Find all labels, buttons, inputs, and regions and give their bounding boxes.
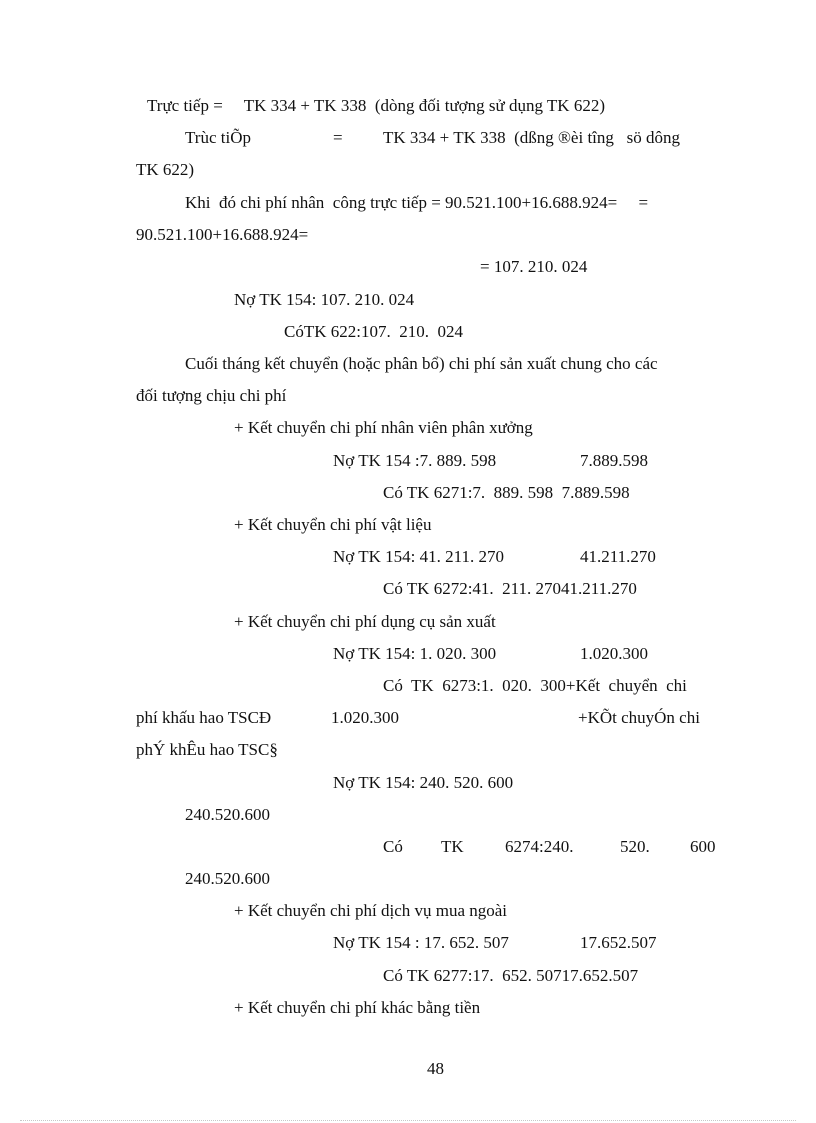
text-line: Có	[383, 837, 403, 856]
text-line: Nợ TK 154 :7. 889. 598	[333, 451, 497, 470]
text-line: Nợ TK 154 : 17. 652. 507	[333, 933, 509, 952]
page-border	[20, 1120, 796, 1121]
text-line: + Kết chuyển chi phí nhân viên phân xưởng	[234, 418, 533, 437]
text-line: Nợ TK 154: 1. 020. 300	[333, 644, 497, 663]
text-line: + Kết chuyển chi phí vật liệu	[234, 515, 432, 534]
text-line: Có TK 6273:1. 020. 300+Kết chuyển chi	[383, 676, 687, 695]
page-number: 48	[427, 1059, 444, 1078]
text-line: 90.521.100+16.688.924=	[136, 225, 309, 244]
text-line: Khi đó chi phí nhân công trực tiếp = 90.521.100+16.688.924= =	[185, 193, 649, 212]
text-line: CóTK 622:107. 210. 024	[284, 322, 463, 341]
text-line: Nợ TK 154: 107. 210. 024	[234, 290, 415, 309]
text-line: phÝ khÊu hao TSC§	[136, 740, 278, 759]
text-line: 520.	[620, 837, 650, 856]
text-line: =	[333, 128, 343, 147]
text-line: 6274:240.	[505, 837, 574, 856]
text-line: Trùc tiÕp	[185, 128, 251, 147]
text-line: + Kết chuyển chi phí khác bằng tiền	[234, 998, 481, 1017]
text-line: Trực tiếp = TK 334 + TK 338 (dòng đối tượng sử dụng TK 622)	[147, 96, 605, 115]
text-line: 240.520.600	[185, 805, 270, 824]
text-line: 7.889.598	[580, 451, 648, 470]
text-line: đối tượng chịu chi phí	[136, 386, 287, 405]
text-line: phí khấu hao TSCĐ	[136, 708, 272, 727]
text-line: = 107. 210. 024	[480, 257, 588, 276]
text-line: + Kết chuyển chi phí dụng cụ sản xuất	[234, 612, 496, 631]
text-line: Có TK 6272:41. 211. 27041.211.270	[383, 579, 637, 598]
text-line: 1.020.300	[580, 644, 648, 663]
text-line: Có TK 6271:7. 889. 598 7.889.598	[383, 483, 630, 502]
text-line: + Kết chuyển chi phí dịch vụ mua ngoài	[234, 901, 508, 920]
text-line: TK 622)	[136, 160, 195, 179]
text-line: 17.652.507	[580, 933, 657, 952]
text-line: +KÕt chuyÓn chi	[578, 708, 700, 727]
text-line: Nợ TK 154: 41. 211. 270	[333, 547, 504, 566]
text-line: Cuối tháng kết chuyển (hoặc phân bổ) chi phí sản xuất chung cho các	[185, 354, 658, 373]
text-line: TK	[441, 837, 464, 856]
text-line: TK 334 + TK 338 (dßng ®èi tîng sö dông	[383, 128, 681, 147]
text-line: 600	[690, 837, 716, 856]
text-line: 1.020.300	[331, 708, 399, 727]
text-line: 41.211.270	[580, 547, 656, 566]
text-line: Có TK 6277:17. 652. 50717.652.507	[383, 966, 639, 985]
text-line: 240.520.600	[185, 869, 270, 888]
text-line: Nợ TK 154: 240. 520. 600	[333, 773, 514, 792]
